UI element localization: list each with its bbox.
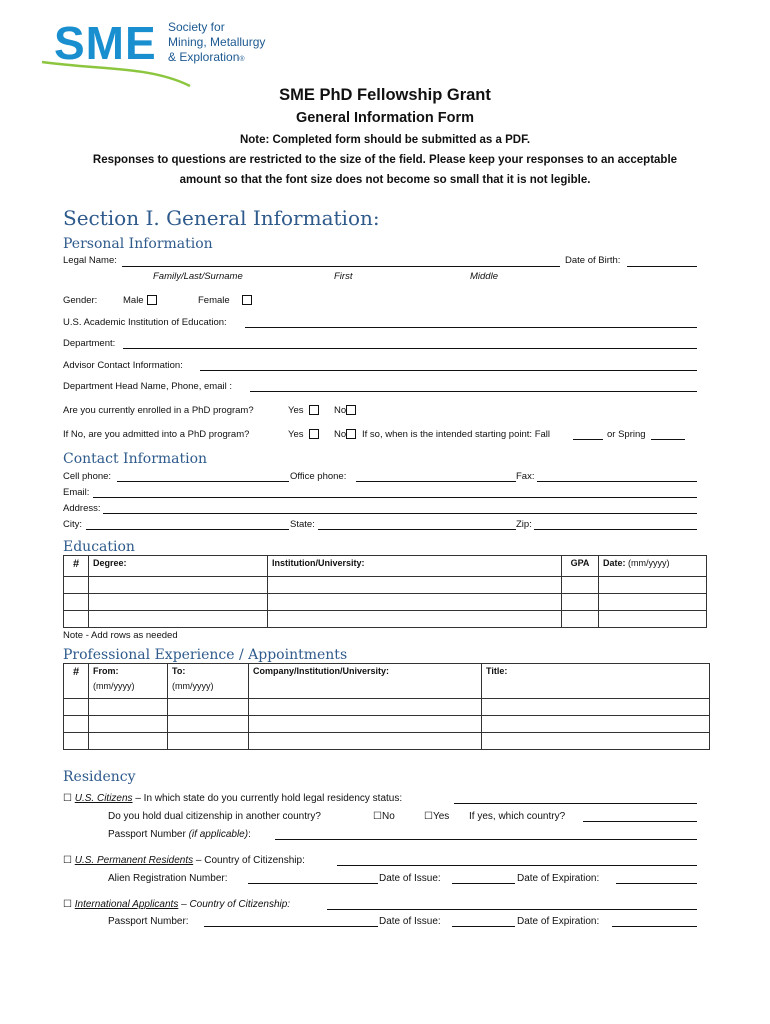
page-subtitle: General Information Form [295, 110, 475, 126]
zip-label: Zip: [516, 519, 532, 530]
permanent-country-field[interactable] [337, 865, 697, 866]
address-label: Address: [63, 503, 101, 514]
sme-logo [40, 14, 300, 84]
permanent-residents-row[interactable]: ☐ U.S. Permanent Residents – Country of Citizenship: [63, 855, 305, 866]
exp-col-num: # [64, 664, 89, 699]
dept-head-field[interactable] [250, 391, 697, 392]
passport-expiration-label: Date of Expiration: [517, 916, 600, 927]
zip-field[interactable] [534, 529, 697, 530]
edu-col-institution: Institution/University: [268, 556, 562, 577]
enrolled-no-checkbox[interactable] [346, 405, 356, 415]
logo-text: Society for Mining, Metallurgy & Exploration® [168, 20, 266, 64]
start-question: If so, when is the intended starting point: Fall [362, 429, 550, 440]
residency-state-field[interactable] [454, 803, 697, 804]
alien-expiration-label: Date of Expiration: [517, 873, 600, 884]
department-field[interactable] [123, 348, 697, 349]
department-label: Department: [63, 338, 116, 349]
family-name-hint: Family/Last/Surname [153, 271, 243, 282]
office-label: Office phone: [290, 471, 347, 482]
passport-label: Passport Number (if applicable): [108, 829, 251, 840]
personal-heading: Personal Information [63, 236, 213, 252]
edu-col-degree: Degree: [89, 556, 268, 577]
international-checkbox[interactable]: ☐ [63, 899, 72, 910]
edu-col-gpa: GPA [562, 556, 599, 577]
enrolled-yes[interactable]: Yes [288, 405, 319, 416]
table-row[interactable] [64, 699, 710, 716]
female-checkbox[interactable] [242, 295, 252, 305]
spring-field[interactable] [651, 439, 685, 440]
admitted-yes[interactable]: Yes [288, 429, 319, 440]
state-label: State: [290, 519, 315, 530]
dual-no[interactable]: ☐No [373, 811, 395, 822]
passport-issue-field[interactable] [452, 926, 515, 927]
cell-field[interactable] [117, 481, 289, 482]
education-heading: Education [63, 539, 135, 555]
note-size-2: amount so that the font size does not become so small that it is not legible. [179, 174, 591, 186]
gender-label: Gender: [63, 295, 98, 306]
legal-name-field[interactable] [122, 266, 560, 267]
dual-country-field[interactable] [583, 821, 697, 822]
dob-field[interactable] [627, 266, 697, 267]
contact-heading: Contact Information [63, 451, 208, 467]
international-country-field[interactable] [327, 909, 697, 910]
enrolled-no[interactable]: No [334, 405, 356, 416]
advisor-field[interactable] [200, 370, 697, 371]
dual-yes-checkbox[interactable]: ☐ [424, 811, 433, 822]
us-citizens-row[interactable]: ☐ U.S. Citizens – In which state do you currently hold legal residency status: [63, 793, 403, 804]
edu-col-num: # [64, 556, 89, 577]
dual-no-checkbox[interactable]: ☐ [373, 811, 382, 822]
spring-label: or Spring [607, 429, 646, 440]
passport-field[interactable] [275, 839, 697, 840]
passport-expiration-field[interactable] [612, 926, 697, 927]
residency-heading: Residency [63, 769, 136, 785]
edu-col-date: Date: (mm/yyyy) [599, 556, 707, 577]
first-name-hint: First [334, 271, 353, 282]
email-field[interactable] [93, 497, 697, 498]
experience-heading: Professional Experience / Appointments [63, 647, 348, 663]
state-field[interactable] [318, 529, 516, 530]
institution-label: U.S. Academic Institution of Education: [63, 317, 227, 328]
fax-label: Fax: [516, 471, 535, 482]
table-row[interactable] [64, 733, 710, 750]
alien-label: Alien Registration Number: [108, 873, 228, 884]
exp-col-title: Title: [482, 664, 710, 699]
admitted-question: If No, are you admitted into a PhD program? [63, 429, 250, 440]
page-title: SME PhD Fellowship Grant [279, 86, 491, 104]
table-row[interactable] [64, 577, 707, 594]
note-size-1: Responses to questions are restricted to the size of the field. Please keep your responses to an acceptable [92, 154, 678, 166]
advisor-label: Advisor Contact Information: [63, 360, 183, 371]
office-field[interactable] [356, 481, 516, 482]
fall-field[interactable] [573, 439, 603, 440]
exp-col-company: Company/Institution/University: [249, 664, 482, 699]
table-row[interactable] [64, 716, 710, 733]
fax-field[interactable] [537, 481, 697, 482]
dual-yes[interactable]: ☐Yes [424, 811, 450, 822]
dob-label: Date of Birth: [565, 255, 621, 266]
permanent-checkbox[interactable]: ☐ [63, 855, 72, 866]
male-option[interactable]: Male [123, 295, 157, 306]
international-row[interactable]: ☐ International Applicants – Country of Citizenship: [63, 899, 291, 910]
enrolled-question: Are you currently enrolled in a PhD program? [63, 405, 254, 416]
table-row[interactable] [64, 594, 707, 611]
city-field[interactable] [86, 529, 289, 530]
education-table [63, 555, 707, 628]
passport2-field[interactable] [204, 926, 378, 927]
cell-label: Cell phone: [63, 471, 112, 482]
alien-field[interactable] [248, 883, 378, 884]
section-heading: Section I. General Information: [63, 206, 380, 230]
email-label: Email: [63, 487, 90, 498]
alien-issue-field[interactable] [452, 883, 515, 884]
admitted-no[interactable]: No [334, 429, 356, 440]
note-pdf: Note: Completed form should be submitted as a PDF. [239, 134, 531, 146]
legal-name-label: Legal Name: [63, 255, 117, 266]
admitted-no-checkbox[interactable] [346, 429, 356, 439]
admitted-yes-checkbox[interactable] [309, 429, 319, 439]
female-option[interactable]: Female [198, 295, 252, 306]
experience-table [63, 663, 710, 750]
passport-issue-label: Date of Issue: [379, 916, 441, 927]
enrolled-yes-checkbox[interactable] [309, 405, 319, 415]
alien-issue-label: Date of Issue: [379, 873, 441, 884]
exp-col-to: To: (mm/yyyy) [168, 664, 249, 699]
exp-col-from: From: (mm/yyyy) [89, 664, 168, 699]
passport2-label: Passport Number: [108, 916, 189, 927]
logo-abbr: SME [54, 17, 157, 69]
table-row[interactable] [64, 611, 707, 628]
education-note: Note - Add rows as needed [63, 630, 178, 641]
us-citizens-checkbox[interactable]: ☐ [63, 793, 72, 804]
city-label: City: [63, 519, 82, 530]
middle-name-hint: Middle [470, 271, 498, 282]
dept-head-label: Department Head Name, Phone, email : [63, 381, 232, 392]
dual-country-label: If yes, which country? [469, 811, 566, 822]
dual-citizenship-question: Do you hold dual citizenship in another country? [108, 811, 321, 822]
male-checkbox[interactable] [147, 295, 157, 305]
alien-expiration-field[interactable] [616, 883, 697, 884]
address-field[interactable] [103, 513, 697, 514]
institution-field[interactable] [245, 327, 697, 328]
